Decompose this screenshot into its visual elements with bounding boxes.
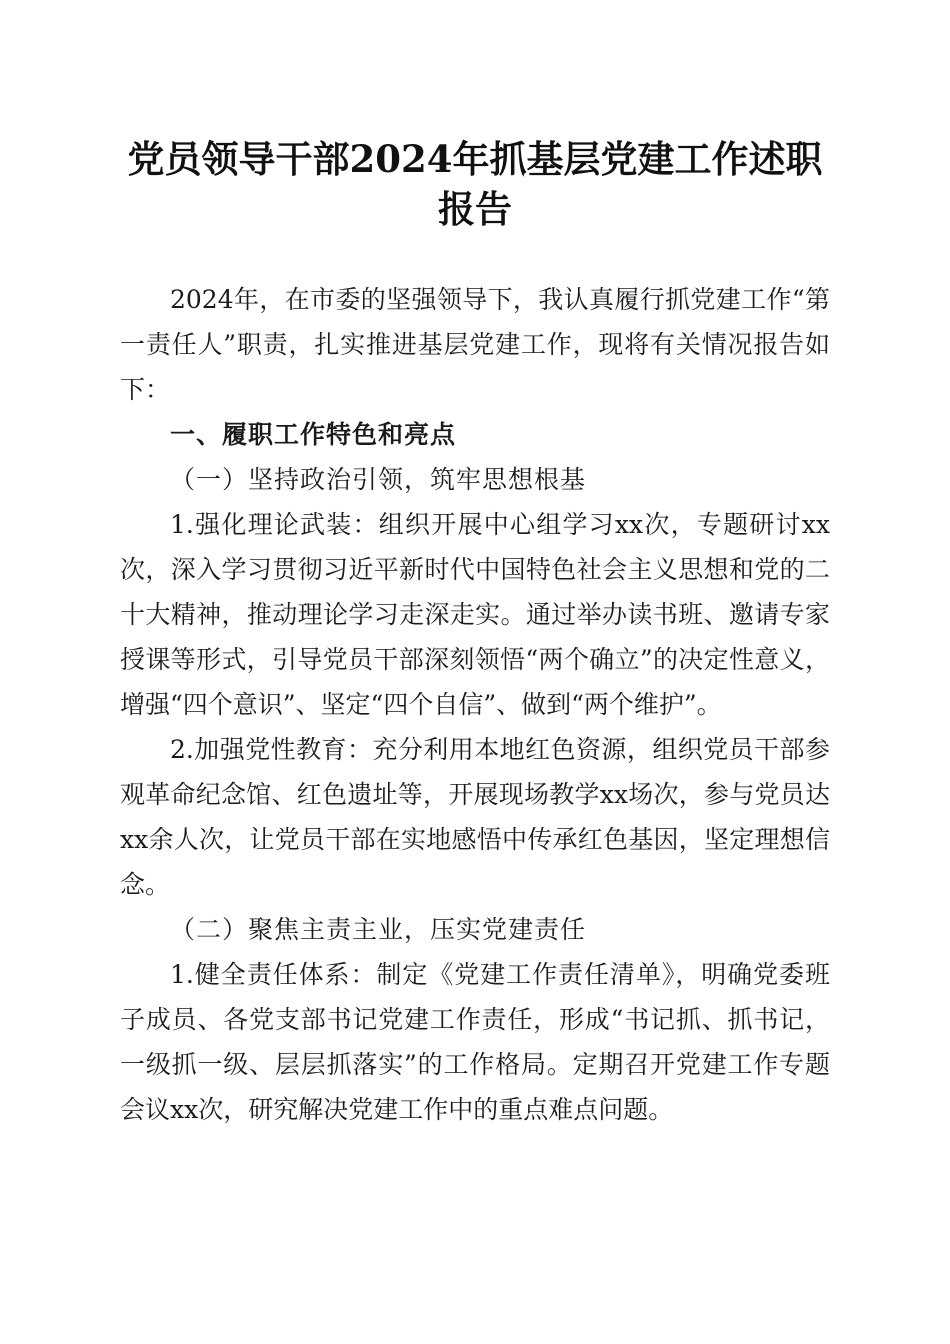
paragraph-theory: 1.强化理论武装：组织开展中心组学习xx次，专题研讨xx次，深入学习贯彻习近平新时代中国特色社会主义思想和党的二十大精神，推动理论学习走深走实。通过举办读书班、邀请专家授课等形式，引导党员干部深刻领悟“两个确立”的决定性意义，增强“四个意识”、坚定“四个自信”、做到“两个维护”。 <box>120 510 830 719</box>
paragraph-party-education: 2.加强党性教育：充分利用本地红色资源，组织党员干部参观革命纪念馆、红色遗址等，开展现场教学xx场次，参与党员达xx余人次，让党员干部在实地感悟中传承红色基因，坚定理想信念。 <box>120 735 830 899</box>
subsection-heading-1: （一）坚持政治引领，筑牢思想根基 <box>170 465 587 494</box>
subsection-heading-2: （二）聚焦主责主业，压实党建责任 <box>170 915 587 944</box>
document-title: 党员领导干部2024年抓基层党建工作述职报告 <box>127 137 823 231</box>
document-body <box>120 277 830 1132</box>
paragraph-responsibility: 1.健全责任体系：制定《党建工作责任清单》，明确党委班子成员、各党支部书记党建工作责任，形成“书记抓、抓书记，一级抓一级、层层抓落实”的工作格局。定期召开党建工作专题会议xx次，研究解决党建工作中的重点难点问题。 <box>120 960 830 1124</box>
intro-paragraph: 2024年，在市委的坚强领导下，我认真履行抓党建工作“第一责任人”职责，扎实推进基层党建工作，现将有关情况报告如下： <box>120 285 830 404</box>
section-heading-1: 一、履职工作特色和亮点 <box>170 420 457 449</box>
